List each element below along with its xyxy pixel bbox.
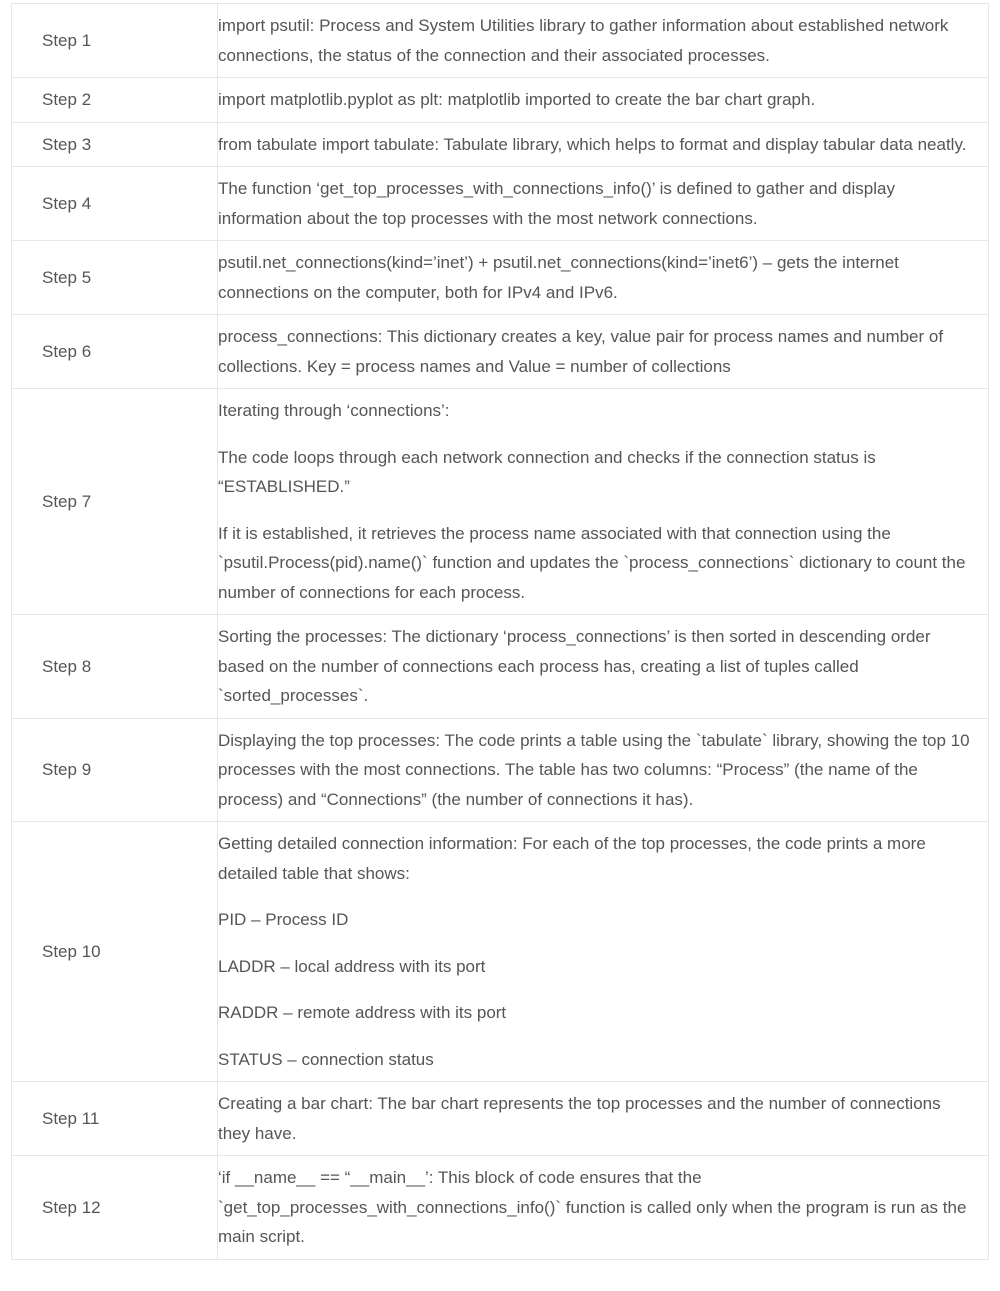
- step-paragraph: import matplotlib.pyplot as plt: matplotlib imported to create the bar chart graph.: [218, 90, 816, 109]
- step-description: [218, 241, 989, 315]
- step-row: [12, 315, 989, 389]
- step-label: Step 5: [12, 241, 218, 315]
- step-label: Step 2: [12, 78, 218, 123]
- step-description: [218, 78, 989, 123]
- step-label: Step 1: [12, 4, 218, 78]
- step-row: [12, 78, 989, 123]
- step-label: Step 10: [12, 822, 218, 1082]
- step-paragraph: Sorting the processes: The dictionary ‘process_connections’ is then sorted in descending order based on the number of connections each process has, creating a list of tuples called `sorted_processes`.: [218, 627, 931, 705]
- step-label: Step 12: [12, 1156, 218, 1260]
- step-description: [218, 315, 989, 389]
- step-paragraph: ‘if __name__ == “__main__’: This block of code ensures that the `get_top_processes_with_connections_info()` function is called only when the program is run as the main script.: [218, 1168, 967, 1246]
- step-row: [12, 1156, 989, 1260]
- step-paragraph: Getting detailed connection information: For each of the top processes, the code prints a more detailed table that shows:: [218, 834, 926, 883]
- step-description: [218, 718, 989, 822]
- step-description: [218, 122, 989, 167]
- step-paragraph: from tabulate import tabulate: Tabulate library, which helps to format and display tabular data neatly.: [218, 134, 967, 154]
- step-paragraph: If it is established, it retrieves the process name associated with that connection using the `psutil.Process(pid).name()` function and updates the `process_connections` dictionary to count the number of connections for each process.: [218, 523, 966, 602]
- steps-table: [11, 3, 989, 1260]
- step-paragraph: RADDR – remote address with its port: [218, 1003, 507, 1022]
- step-description: [218, 1156, 989, 1260]
- step-label: Step 11: [12, 1082, 218, 1156]
- step-description: [218, 1082, 989, 1156]
- step-paragraph: The function ‘get_top_processes_with_connections_info()’ is defined to gather and display information about the top processes with the most network connections.: [218, 179, 895, 228]
- step-paragraph: Iterating through ‘connections’:: [218, 401, 450, 420]
- step-paragraph: psutil.net_connections(kind=’inet’) + psutil.net_connections(kind=’inet6’) – gets the internet connections on the computer, both for IPv4 and IPv6.: [218, 253, 899, 302]
- step-label: Step 3: [12, 122, 218, 167]
- step-row: [12, 4, 989, 78]
- step-description: [218, 615, 989, 719]
- step-description: [218, 4, 989, 78]
- step-row: [12, 822, 989, 1082]
- step-row: [12, 615, 989, 719]
- step-description: [218, 389, 989, 615]
- step-row: [12, 241, 989, 315]
- step-paragraph: The code loops through each network connection and checks if the connection status is “ESTABLISHED.”: [218, 447, 876, 496]
- step-row: [12, 1082, 989, 1156]
- step-row: [12, 167, 989, 241]
- step-paragraph: PID – Process ID: [218, 910, 349, 929]
- step-paragraph: Creating a bar chart: The bar chart represents the top processes and the number of connections they have.: [218, 1094, 941, 1143]
- step-paragraph: process_connections: This dictionary creates a key, value pair for process names and number of collections. Key = process names and Value = number of collections: [218, 327, 944, 376]
- step-label: Step 7: [12, 389, 218, 615]
- step-label: Step 6: [12, 315, 218, 389]
- step-paragraph: import psutil: Process and System Utilities library to gather information about established network connections, the status of the connection and their associated processes.: [218, 16, 949, 65]
- step-row: [12, 389, 989, 615]
- step-label: Step 8: [12, 615, 218, 719]
- step-row: [12, 122, 989, 167]
- step-label: Step 9: [12, 718, 218, 822]
- step-row: [12, 718, 989, 822]
- step-paragraph: STATUS – connection status: [218, 1049, 434, 1069]
- step-paragraph: Displaying the top processes: The code prints a table using the `tabulate` library, showing the top 10 processes with the most connections. The table has two columns: “Process” (the name of the process) and “Connections” (the number of connections it has).: [218, 730, 970, 809]
- step-label: Step 4: [12, 167, 218, 241]
- step-paragraph: LADDR – local address with its port: [218, 956, 486, 976]
- step-description: [218, 167, 989, 241]
- step-description: [218, 822, 989, 1082]
- steps-table-body: [12, 4, 989, 1260]
